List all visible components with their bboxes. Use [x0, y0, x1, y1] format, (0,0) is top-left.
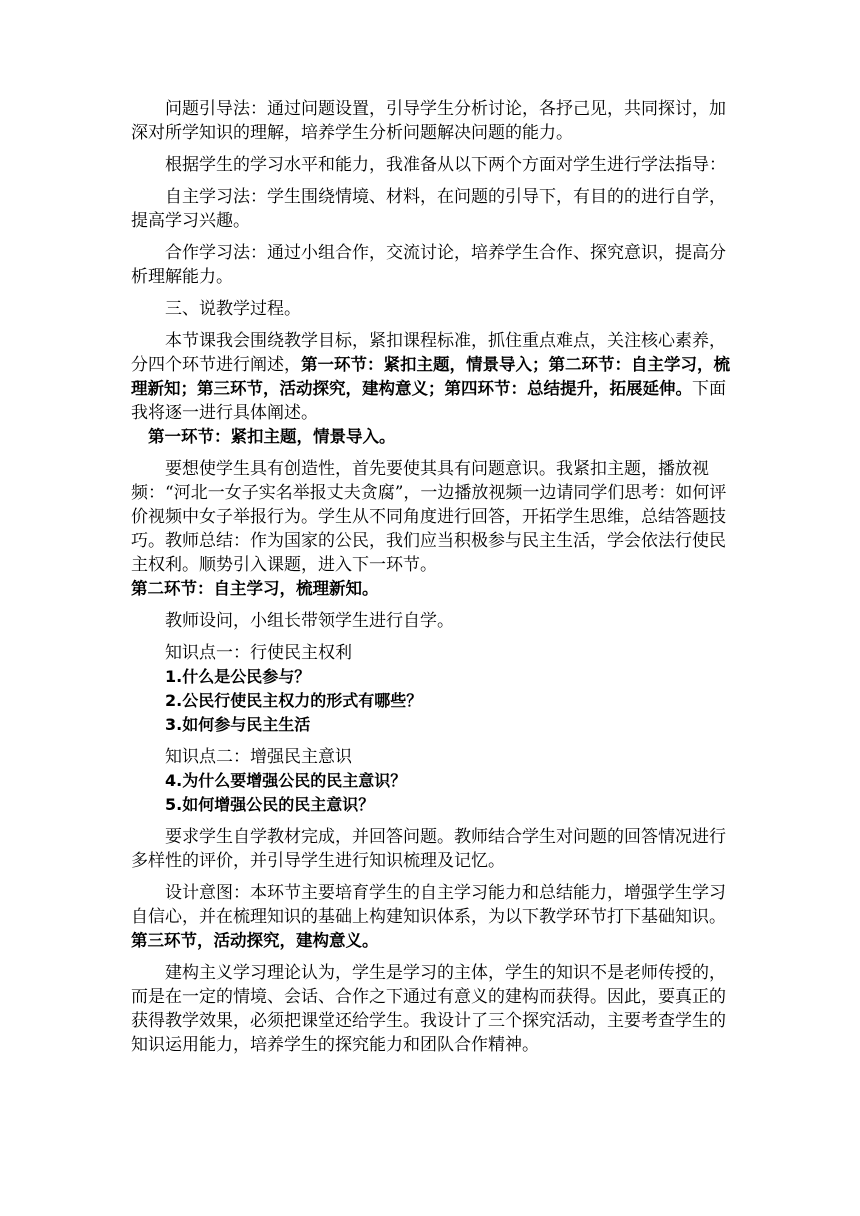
paragraph-step2-require: 要求学生自学教材完成，并回答问题。教师结合学生对问题的回答情况进行多样性的评价，并引导学生进行知识梳理及记忆。 [131, 827, 726, 871]
paragraph-step1: 要想使学生具有创造性，首先要使其具有问题意识。我紧扣主题，播放视频：“河北一女子实名举报丈夫贪腐”，一边播放视频一边请同学们思考：如何评价视频中女子举报行为。学生从不同角度进行回答，开拓学生思维，总结答题技巧。教师总结：作为国家的公民，我们应当积极参与民主生活，学会依法行使民主权利。顺势引入课题，进入下一环节。 [131, 459, 727, 575]
question-2: 2.公民行使民主权力的形式有哪些？ [165, 691, 423, 710]
heading-step2: 第二环节：自主学习，梳理新知。 [131, 579, 379, 598]
heading-step3: 第三环节，活动探究，建构意义。 [131, 931, 379, 950]
paragraph-step2-intro: 教师设问，小组长带领学生进行自学。 [165, 611, 454, 631]
knowledge-point-2: 知识点二：增强民主意识 [165, 747, 352, 767]
question-3: 3.如何参与民主生活 [165, 715, 311, 734]
question-5: 5.如何增强公民的民主意识？ [165, 795, 375, 814]
process-text: 本节课我会围绕教学目标，紧扣课程标准，抓住重点难点，关注核心素养，分四个环节进行阐述， [131, 331, 726, 375]
knowledge-point-1: 知识点一：行使民主权利 [165, 643, 352, 663]
paragraph-learning-intro: 根据学生的学习水平和能力，我准备从以下两个方面对学生进行学法指导： [165, 155, 726, 175]
paragraph-self-study: 自主学习法：学生围绕情境、材料，在问题的引导下，有目的的进行自学，提高学习兴趣。 [131, 187, 726, 231]
question-4: 4.为什么要增强公民的民主意识？ [165, 771, 407, 790]
document-page [131, 97, 731, 1057]
heading-step1: 第一环节：紧扣主题，情景导入。 [148, 427, 396, 446]
paragraph-step2-design: 设计意图：本环节主要培育学生的自主学习能力和总结能力，增强学生学习自信心，并在梳理知识的基础上构建知识体系，为以下教学环节打下基础知识。 [131, 883, 726, 927]
section-heading-three: 三、说教学过程。 [165, 299, 301, 319]
question-1: 1.什么是公民参与？ [165, 667, 311, 686]
paragraph-step3: 建构主义学习理论认为，学生是学习的主体，学生的知识不是老师传授的，而是在一定的情境、会话、合作之下通过有意义的建构而获得。因此，要真正的获得教学效果，必须把课堂还给学生。我设计了三个探究活动，主要考查学生的知识运用能力，培养学生的探究能力和团队合作精神。 [131, 963, 726, 1055]
paragraph-cooperative: 合作学习法：通过小组合作，交流讨论，培养学生合作、探究意识，提高分析理解能力。 [131, 243, 726, 287]
process-tail: 下面我将逐一进行具体阐述。 [131, 379, 726, 423]
process-steps-bold: 第一环节：紧扣主题，情景导入；第二环节：自主学习，梳理新知；第三环节，活动探究，建构意义；第四环节：总结提升，拓展延伸。 [131, 355, 730, 398]
paragraph-method-guide: 问题引导法：通过问题设置，引导学生分析讨论，各抒己见，共同探讨，加深对所学知识的理解，培养学生分析问题解决问题的能力。 [131, 99, 726, 143]
paragraph-process [131, 329, 731, 425]
